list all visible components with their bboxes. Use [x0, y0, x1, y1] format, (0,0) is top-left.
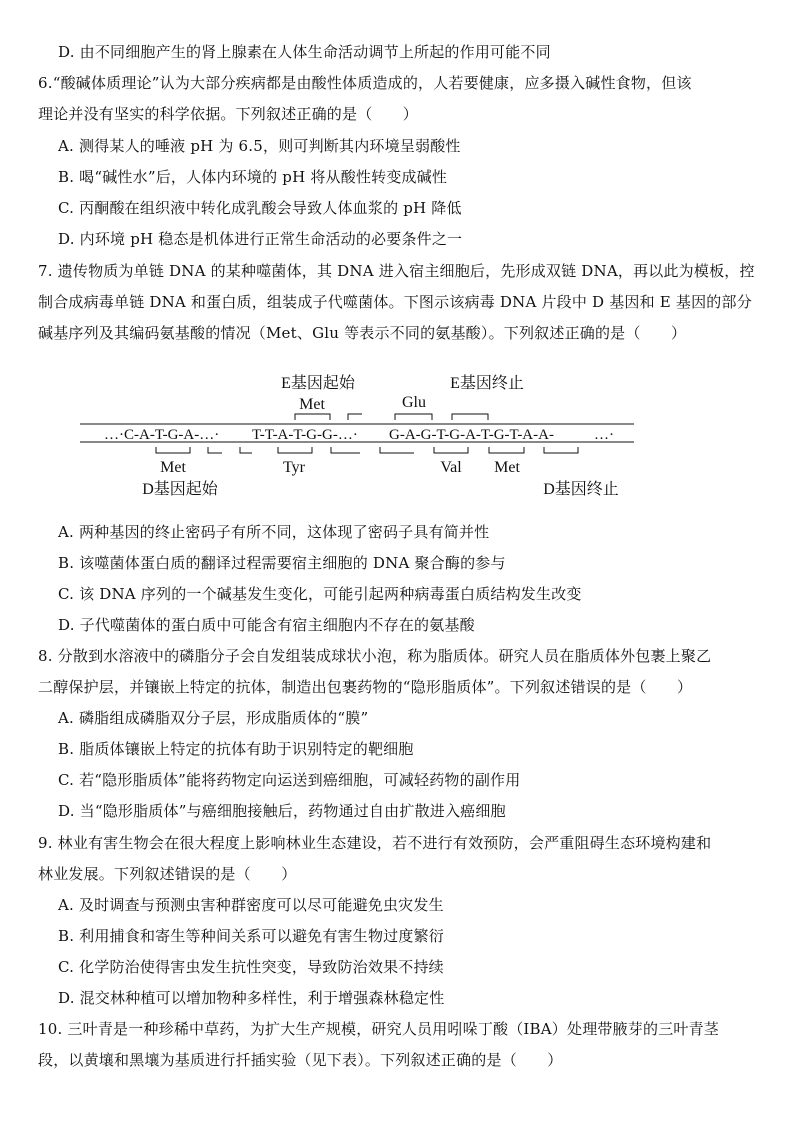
q9-option-a: A. 及时调查与预测虫害种群密度可以尽可能避免虫灾发生: [58, 896, 444, 914]
codon-bracket: [544, 447, 578, 453]
q9-stem-line2: 林业发展。下列叙述错误的是（ ）: [38, 865, 297, 883]
e-gene-start-label: E基因起始: [281, 375, 355, 392]
met-bottom-right-label: Met: [494, 459, 520, 476]
q6-stem-line1: 6.“酸碱体质理论”认为大部分疾病都是由酸性体质造成的，人若要健康，应多摄入碱性食物，但该: [38, 74, 692, 92]
codon-bracket: [395, 414, 432, 420]
dna-sequence-diagram: [0, 362, 794, 507]
codon-bracket: [380, 447, 414, 453]
codon-bracket: [331, 447, 360, 453]
seq-segment-2: T-T-A-T-G-G-…·: [252, 427, 358, 443]
codon-bracket: [489, 447, 524, 453]
glu-label: Glu: [402, 394, 426, 411]
codon-bracket: [434, 447, 468, 453]
d-gene-end-label: D基因终止: [543, 481, 619, 498]
q10-stem-line2: 段，以黄壤和黑壤为基质进行扦插实验（见下表）。下列叙述正确的是（ ）: [38, 1051, 563, 1069]
tyr-label: Tyr: [283, 459, 305, 476]
q6-stem-line2: 理论并没有坚实的科学依据。下列叙述正确的是（ ）: [38, 105, 419, 123]
q6-option-c: C. 丙酮酸在组织液中转化成乳酸会导致人体血浆的 pH 降低: [58, 199, 462, 217]
q9-option-b: B. 利用捕食和寄生等种间关系可以避免有害生物过度繁衍: [58, 927, 444, 945]
met-bottom-left-label: Met: [160, 459, 186, 476]
codon-bracket: [240, 447, 252, 453]
seq-segment-4: …·: [594, 427, 614, 443]
q6-option-b: B. 喝“碱性水”后，人体内环境的 pH 将从酸性转变成碱性: [58, 168, 448, 186]
q7-option-b: B. 该噬菌体蛋白质的翻译过程需要宿主细胞的 DNA 聚合酶的参与: [58, 554, 506, 572]
q7-stem-line3: 碱基序列及其编码氨基酸的情况（Met、Glu 等表示不同的氨基酸）。下列叙述正确的是（ ）: [38, 324, 687, 342]
met-top-label: Met: [299, 396, 325, 413]
seq-segment-3: G-A-G-T-G-A-T-G-T-A-A-: [389, 427, 554, 443]
q8-stem-line1: 8. 分散到水溶液中的磷脂分子会自发组装成球状小泡，称为脂质体。研究人员在脂质体外包裹上聚乙: [38, 647, 712, 665]
q8-option-b: B. 脂质体镶嵌上特定的抗体有助于识别特定的靶细胞: [58, 740, 414, 758]
q8-option-c: C. 若“隐形脂质体”能将药物定向运送到癌细胞，可减轻药物的副作用: [58, 771, 521, 789]
top-codon-brackets: [295, 414, 488, 420]
q9-stem-line1: 9. 林业有害生物会在很大程度上影响林业生态建设，若不进行有效预防，会严重阻碍生态环境构建和: [38, 834, 712, 852]
q10-stem-line1: 10. 三叶青是一种珍稀中草药，为扩大生产规模，研究人员用吲哚丁酸（IBA）处理带腋芽的三叶青茎: [38, 1020, 720, 1038]
bottom-codon-brackets: [156, 447, 578, 453]
q7-option-d: D. 子代噬菌体的蛋白质中可能含有宿主细胞内不存在的氨基酸: [58, 616, 475, 634]
q7-option-a: A. 两种基因的终止密码子有所不同，这体现了密码子具有简并性: [58, 523, 490, 541]
codon-bracket: [295, 414, 330, 420]
codon-bracket: [156, 447, 190, 453]
q7-option-c: C. 该 DNA 序列的一个碱基发生变化，可能引起两种病毒蛋白质结构发生改变: [58, 585, 582, 603]
seq-segment-1: …·C-A-T-G-A-…·: [104, 427, 220, 443]
val-label: Val: [440, 459, 462, 476]
codon-bracket: [452, 414, 488, 420]
codon-bracket: [208, 447, 222, 453]
q7-stem-line2: 制合成病毒单链 DNA 和蛋白质，组装成子代噬菌体。下图示该病毒 DNA 片段中 D 基因和 E 基因的部分: [38, 293, 752, 311]
q8-stem-line2: 二醇保护层，并镶嵌上特定的抗体，制造出包裹药物的“隐形脂质体”。下列叙述错误的是（ ）: [38, 678, 693, 696]
dna-sequence: [104, 427, 614, 443]
q6-option-a: A. 测得某人的唾液 pH 为 6.5，则可判断其内环境呈弱酸性: [58, 137, 461, 155]
q8-option-d: D. 当“隐形脂质体”与癌细胞接触后，药物通过自由扩散进入癌细胞: [58, 802, 506, 820]
q5-option-d: D. 由不同细胞产生的肾上腺素在人体生命活动调节上所起的作用可能不同: [58, 43, 551, 61]
e-gene-end-label: E基因终止: [450, 375, 524, 392]
q9-option-d: D. 混交林种植可以增加物种多样性，利于增强森林稳定性: [58, 989, 445, 1007]
codon-bracket: [278, 447, 312, 453]
q9-option-c: C. 化学防治使得害虫发生抗性突变，导致防治效果不持续: [58, 958, 444, 976]
q7-stem-line1: 7. 遗传物质为单链 DNA 的某种噬菌体，其 DNA 进入宿主细胞后，先形成双链 DNA，再以此为模板，控: [38, 262, 755, 280]
q8-option-a: A. 磷脂组成磷脂双分子层，形成脂质体的“膜”: [58, 709, 369, 727]
q6-option-d: D. 内环境 pH 稳态是机体进行正常生命活动的必要条件之一: [58, 230, 463, 248]
d-gene-start-label: D基因起始: [142, 481, 218, 498]
codon-bracket: [348, 414, 362, 420]
